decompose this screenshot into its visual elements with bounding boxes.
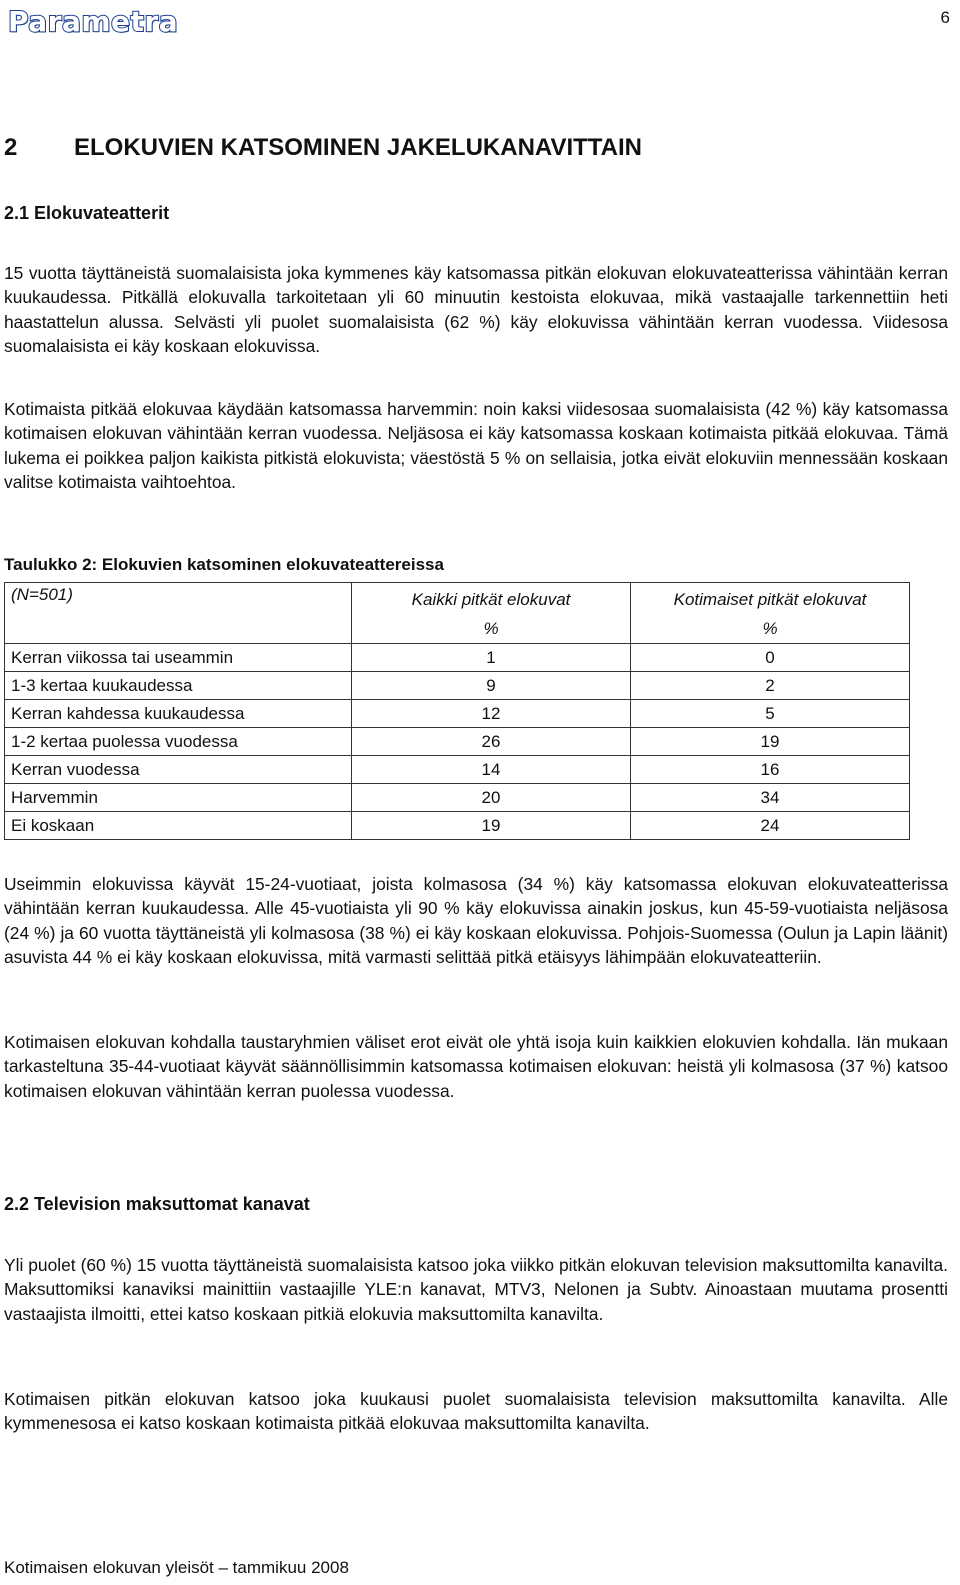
- table-row: [5, 784, 910, 812]
- row-label: 1-2 kertaa puolessa vuodessa: [5, 728, 352, 756]
- header-domestic-films-unit: %: [762, 619, 778, 638]
- header-sample-size: (N=501): [5, 583, 352, 644]
- header-all-films-unit: %: [483, 619, 499, 638]
- table-row: [5, 812, 910, 840]
- paragraph: Yli puolet (60 %) 15 vuotta täyttäneistä suomalaisista katsoo joka viikko pitkän elokuvan television maksuttomilta kanavilta. Maksuttomiksi kanaviksi mainittiin vastaajille YLE:n kanavat, MTV3, Nelonen ja Subtv. Ainoastaan muutama prosentti vastaajista ilmoitti, ettei katso koskaan pitkiä elokuvia maksuttomilta kanavilta.: [4, 1255, 948, 1324]
- table-row: [5, 728, 910, 756]
- value-all: 12: [352, 700, 631, 728]
- paragraph: 15 vuotta täyttäneistä suomalaisista joka kymmenes käy katsomassa pitkän elokuvan elokuvateatterissa vähintään kerran kuukaudessa. Pitkällä elokuvalla tarkoitetaan yli 60 minuutin kestoista elokuvaa, mikä vastaajalle tarkennettiin heti haastattelun alussa. Selvästi yli puolet suomalaisista (62 %) käy elokuvissa vähintään kerran vuodessa. Viidesosa suomalaisista ei käy koskaan elokuvissa.: [4, 263, 948, 357]
- table-caption: Taulukko 2: Elokuvien katsominen elokuvateattereissa: [4, 555, 444, 574]
- section-title: ELOKUVIEN KATSOMINEN JAKELUKANAVITTAIN: [74, 134, 643, 161]
- paragraph: Kotimaista pitkää elokuvaa käydään katsomassa harvemmin: noin kaksi viidesosaa suomalaisista (42 %) käy katsomassa kotimaisen elokuvan vähintään kerran vuodessa. Neljäsosa ei käy katsomassa koskaan kotimaista pitkää elokuvaa. Tämä lukema ei poikkea paljon kaikista pitkistä elokuvista; väestöstä 5 % on sellaisia, jotka eivät elokuviin mennessään koskaan valitse kotimaista vaihtoehtoa.: [4, 399, 948, 493]
- table-row: [5, 700, 910, 728]
- cinema-attendance-table: [4, 582, 910, 840]
- value-domestic: 2: [631, 672, 910, 700]
- header-domestic-films: [631, 583, 910, 644]
- row-label: Harvemmin: [5, 784, 352, 812]
- value-domestic: 16: [631, 756, 910, 784]
- parametra-logo: [8, 6, 178, 36]
- value-domestic: 5: [631, 700, 910, 728]
- value-domestic: 0: [631, 644, 910, 672]
- paragraph: Kotimaisen elokuvan kohdalla taustaryhmien väliset erot eivät ole yhtä isoja kuin kaikkien elokuvien kohdalla. Iän mukaan tarkasteltuna 35-44-vuotiaat käyvät säännöllisimmin katsomassa kotimaisen elokuvan: heistä yli kolmasosa (37 %) katsoo kotimaisen elokuvan vähintään kerran puolessa vuodessa.: [4, 1032, 948, 1101]
- section-heading: [4, 134, 642, 162]
- table-header-row: [5, 583, 910, 644]
- value-domestic: 24: [631, 812, 910, 840]
- value-all: 14: [352, 756, 631, 784]
- table-row: [5, 756, 910, 784]
- subsection-title-cinemas: 2.1 Elokuvateatterit: [4, 203, 170, 223]
- table-row: [5, 672, 910, 700]
- row-label: Kerran vuodessa: [5, 756, 352, 784]
- paragraph: Useimmin elokuvissa käyvät 15-24-vuotiaat, joista kolmasosa (34 %) käy katsomassa elokuvan elokuvateatterissa vähintään kerran kuukaudessa. Alle 45-vuotiaista yli 90 % käy elokuvissa ainakin joskus, kun 45-59-vuotiaista neljäsosa (24 %) ja 60 vuotta täyttäneistä yli kolmasosa (38 %) ei käy koskaan elokuvissa. Pohjois-Suomessa (Oulun ja Lapin läänit) asuvista 44 % ei käy koskaan elokuvissa, mitä varmasti selittää pitkä etäisyys lähimpään elokuvateatteriin.: [4, 874, 948, 968]
- row-label: Kerran viikossa tai useammin: [5, 644, 352, 672]
- header-all-films: [352, 583, 631, 644]
- header-domestic-films-label: Kotimaiset pitkät elokuvat: [673, 590, 867, 609]
- value-all: 26: [352, 728, 631, 756]
- value-all: 20: [352, 784, 631, 812]
- value-all: 9: [352, 672, 631, 700]
- value-domestic: 19: [631, 728, 910, 756]
- row-label: Ei koskaan: [5, 812, 352, 840]
- page-number: 6: [940, 8, 950, 27]
- table-row: [5, 644, 910, 672]
- value-all: 1: [352, 644, 631, 672]
- row-label: 1-3 kertaa kuukaudessa: [5, 672, 352, 700]
- row-label: Kerran kahdessa kuukaudessa: [5, 700, 352, 728]
- footer-text: Kotimaisen elokuvan yleisöt – tammikuu 2008: [4, 1558, 349, 1577]
- value-domestic: 34: [631, 784, 910, 812]
- subsection-title-free-tv: 2.2 Television maksuttomat kanavat: [4, 1194, 310, 1214]
- section-number: 2: [4, 134, 18, 161]
- value-all: 19: [352, 812, 631, 840]
- logo-text: Parametra: [8, 4, 179, 38]
- header-all-films-label: Kaikki pitkät elokuvat: [411, 590, 571, 609]
- paragraph: Kotimaisen pitkän elokuvan katsoo joka kuukausi puolet suomalaisista television maksuttomilta kanavilta. Alle kymmenesosa ei katso koskaan kotimaista pitkää elokuvaa maksuttomilta kanavilta.: [4, 1389, 948, 1434]
